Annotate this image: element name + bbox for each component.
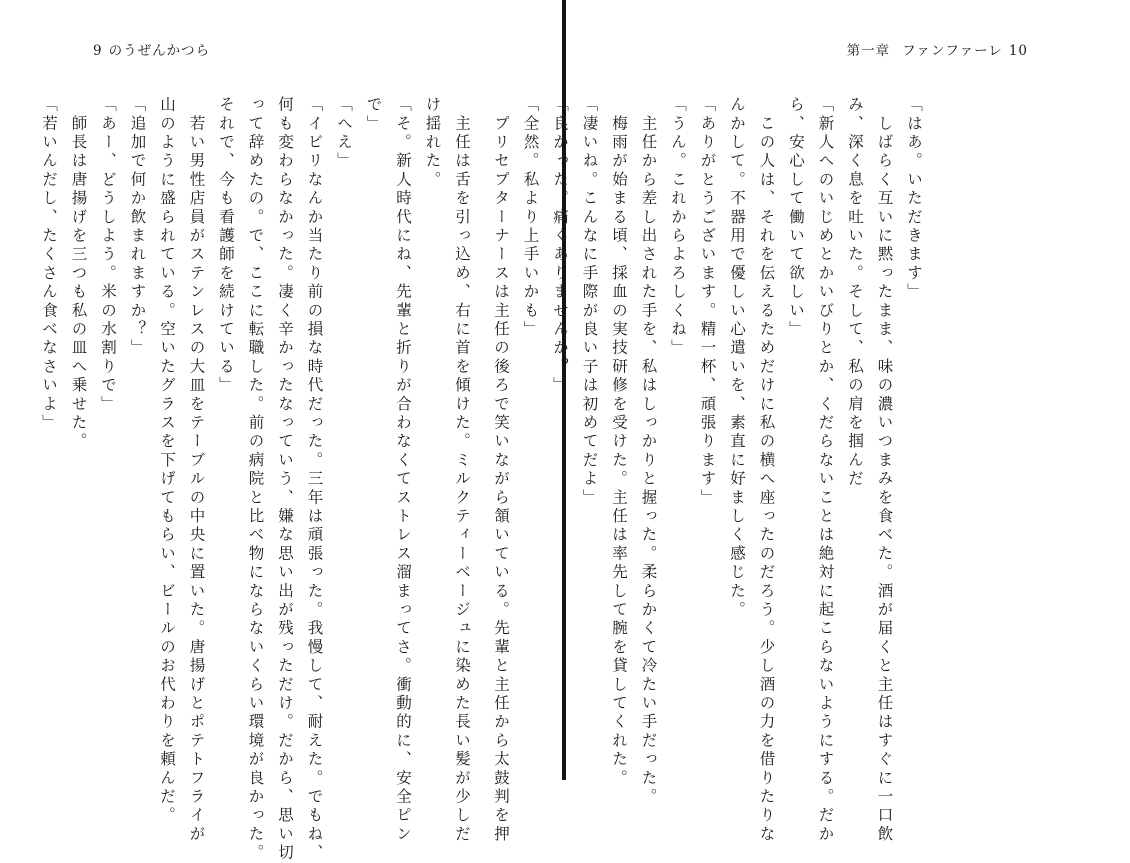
text-line: 「はあ。いただきます」 <box>905 96 923 302</box>
text-line: 「うん。これからよろしくね」 <box>669 96 687 358</box>
text-line: 若い男性店員がステンレスの大皿をテーブルの中央に置いた。唐揚げとポテトフライが <box>187 96 206 844</box>
text-line: 「新人へのいじめとかいびりとか、くだらないことは絶対に起こらないようにする。だか <box>816 96 835 844</box>
left-page <box>0 0 562 863</box>
text-line: ら、安心して働いて欲しい」 <box>787 96 805 340</box>
text-line: 「あー、どうしよう。米の水割りで」 <box>99 96 117 414</box>
right-page-header <box>847 39 1034 59</box>
text-line: 師長は唐揚げを三つも私の皿へ乗せた。 <box>69 96 88 452</box>
text-line: み、深く息を吐いた。そして、私の肩を掴んだ <box>846 96 864 489</box>
right-page-body <box>486 96 929 845</box>
text-line: 山のように盛られている。空いたグラスを下げてもらい、ビールのお代わりを頼んだ。 <box>158 96 176 826</box>
text-line: け揺れた。 <box>423 96 442 190</box>
right-page <box>492 0 1130 845</box>
text-line: んかして。不器用で優しい心遣いを、素直に好ましく感じた。 <box>728 96 746 620</box>
right-page-number: 10 <box>1008 43 1028 59</box>
left-page-header <box>87 39 210 59</box>
text-line: 「凄いね。こんなに手際が良い子は初めてだよ」 <box>580 96 599 508</box>
left-page-number: 9 <box>93 43 103 59</box>
text-line: 「全然。私より上手いかも」 <box>521 96 540 340</box>
text-line: で」 <box>364 96 383 134</box>
chapter-label: 第一章 <box>846 43 891 59</box>
text-line: 「へえ」 <box>335 96 353 171</box>
text-line: それで、今も看護師を続けている」 <box>217 96 235 396</box>
text-line: 主任は舌を引っ込め、右に首を傾けた。ミルクティーベージュに染めた長い髪が少しだ <box>453 96 471 844</box>
text-line: この人は、それを伝えるためだけに私の横へ座ったのだろう。少し酒の力を借りたりな <box>757 96 776 845</box>
text-line: 「ありがとうございます。精一杯、頑張ります」 <box>698 96 717 508</box>
right-running-title: ファンファーレ <box>902 43 1003 59</box>
text-line: 何も変わらなかった。凄く辛かったなっていう、嫌な思い出が残っただけ。だから、思い切 <box>276 96 294 863</box>
text-line: 「イビリなんか当たり前の損な時代だった。三年は頑張った。我慢して、耐えた。でもね、 <box>305 96 324 863</box>
text-line: 梅雨が始まる頃、採血の実技研修を受けた。主任は率先して腕を貸してくれた。 <box>610 96 628 788</box>
text-line: 「良かった。痛くありませんか？」 <box>551 96 569 396</box>
text-line: 「若いんだし、たくさん食べなさいよ」 <box>40 96 58 433</box>
text-line: 「追加で何か飲まれますか？」 <box>128 96 147 358</box>
text-line: プリセプターナースは主任の後ろで笑いながら頷いている。先輩と主任から太鼓判を押 <box>492 96 510 844</box>
text-line: 「そ。新人時代にね、先輩と折りが合わなくてストレス溜まってさ。衝動的に、安全ピン <box>394 96 412 844</box>
left-running-title: のうぜんかつら <box>108 43 211 59</box>
text-line: って辞めたの。で、ここに転職した。前の病院と比べ物にならないくらい環境が良かった。 <box>246 96 265 863</box>
text-line: 主任から差し出された手を、私はしっかりと握った。柔らかくて冷たい手だった。 <box>639 96 658 807</box>
left-page-body <box>34 96 477 863</box>
text-line: しばらく互いに黙ったまま、味の濃いつまみを食べた。酒が届くと主任はすぐに一口飲 <box>875 96 894 844</box>
